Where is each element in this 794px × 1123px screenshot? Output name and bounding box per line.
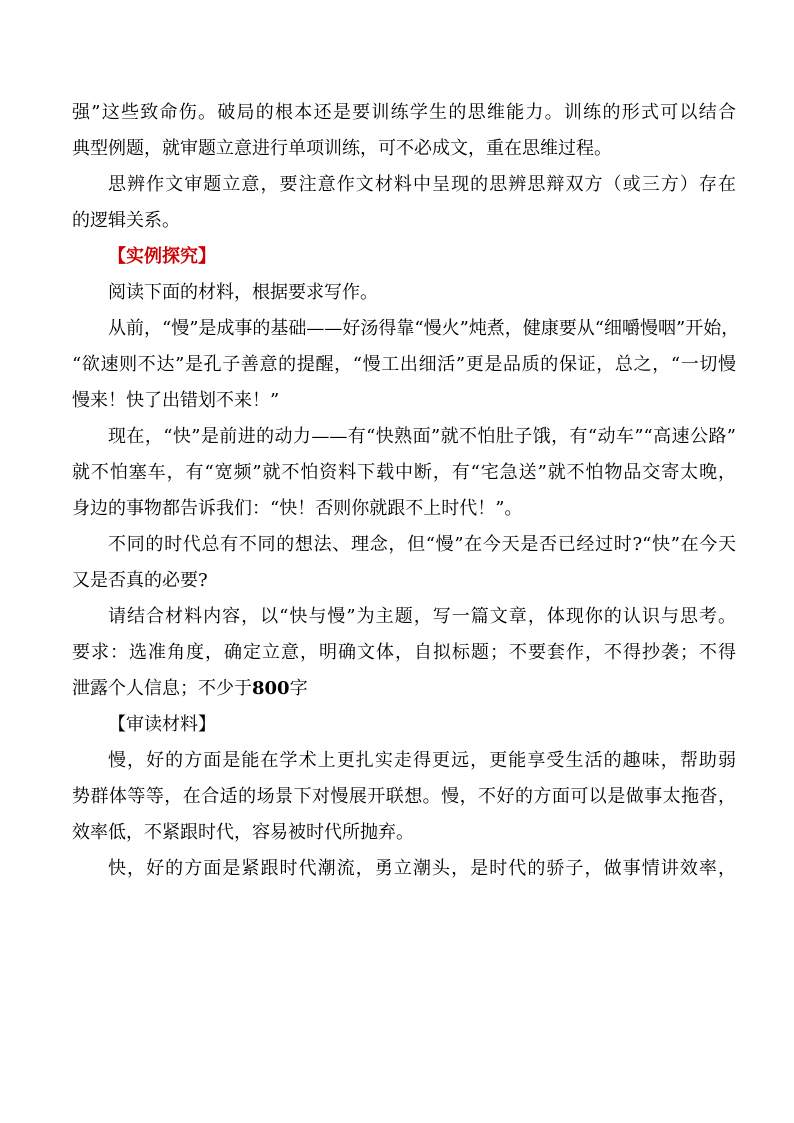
text-line: 快，好的方面是紧跟时代潮流，勇立潮头，是时代的骄子，做事情讲效率，	[108, 858, 736, 879]
paragraph-analysis-fast	[72, 851, 736, 887]
text-line: 就不怕塞车，有“宽频”就不怕资料下载中断，有“宅急送”就不怕物品交寄太晚，	[72, 462, 736, 483]
prompt-intro: 阅读下面的材料，根据要求写作。	[108, 282, 378, 303]
task-last-suffix: 字	[289, 678, 308, 699]
text-line: 的逻辑关系。	[72, 210, 180, 231]
text-line: “欲速则不达”是孔子善意的提醒，“慢工出细活”更是品质的保证，总之，“一切慢	[72, 354, 736, 375]
text-line: 慢，好的方面是能在学术上更扎实走得更远，更能享受生活的趣味，帮助弱	[108, 750, 736, 771]
text-line: 慢来！快了出错划不来！”	[72, 390, 280, 411]
paragraph-fast	[72, 419, 736, 527]
section-heading-example: 【实例探究】	[108, 246, 216, 267]
text-line: 典型例题，就审题立意进行单项训练，可不必成文，重在思维过程。	[72, 138, 612, 159]
paragraph-question	[72, 527, 736, 599]
word-count: 800	[252, 678, 290, 699]
task-last-prefix: 泄露个人信息；不少于	[72, 678, 252, 699]
section-heading-review: 【审读材料】	[108, 714, 216, 735]
paragraph-analysis-slow	[72, 743, 736, 851]
paragraph-intro	[72, 95, 736, 167]
paragraph-slow	[72, 311, 740, 419]
text-line: 思辨作文审题立意，要注意作文材料中呈现的思辨思辩双方（或三方）存在	[108, 174, 736, 195]
paragraph-task	[72, 599, 736, 707]
paragraph-logic	[72, 167, 736, 239]
text-line: 又是否真的必要?	[72, 570, 208, 591]
text-line: 效率低，不紧跟时代，容易被时代所抛弃。	[72, 822, 414, 843]
text-line: 现在，“快”是前进的动力——有“快熟面”就不怕肚子饿，有“动车”“高速公路”	[108, 426, 736, 447]
text-line: 从前，“慢”是成事的基础——好汤得靠“慢火”炖煮，健康要从“细嚼慢咽”开始，	[108, 318, 740, 339]
text-line: 势群体等等，在合适的场景下对慢展开联想。慢，不好的方面可以是做事太拖沓，	[72, 786, 736, 807]
text-line: 不同的时代总有不同的想法、理念，但“慢”在今天是否已经过时?“快”在今天	[108, 534, 736, 555]
text-line: 请结合材料内容，以“快与慢”为主题，写一篇文章，体现你的认识与思考。	[108, 606, 736, 627]
text-line: 身边的事物都告诉我们：“快！否则你就跟不上时代！”。	[72, 498, 523, 519]
text-line: 强”这些致命伤。破局的根本还是要训练学生的思维能力。训练的形式可以结合	[72, 102, 736, 123]
document-page	[72, 95, 740, 887]
text-line: 要求：选准角度，确定立意，明确文体，自拟标题；不要套作，不得抄袭；不得	[72, 642, 736, 663]
text-line-word-count	[72, 671, 736, 707]
